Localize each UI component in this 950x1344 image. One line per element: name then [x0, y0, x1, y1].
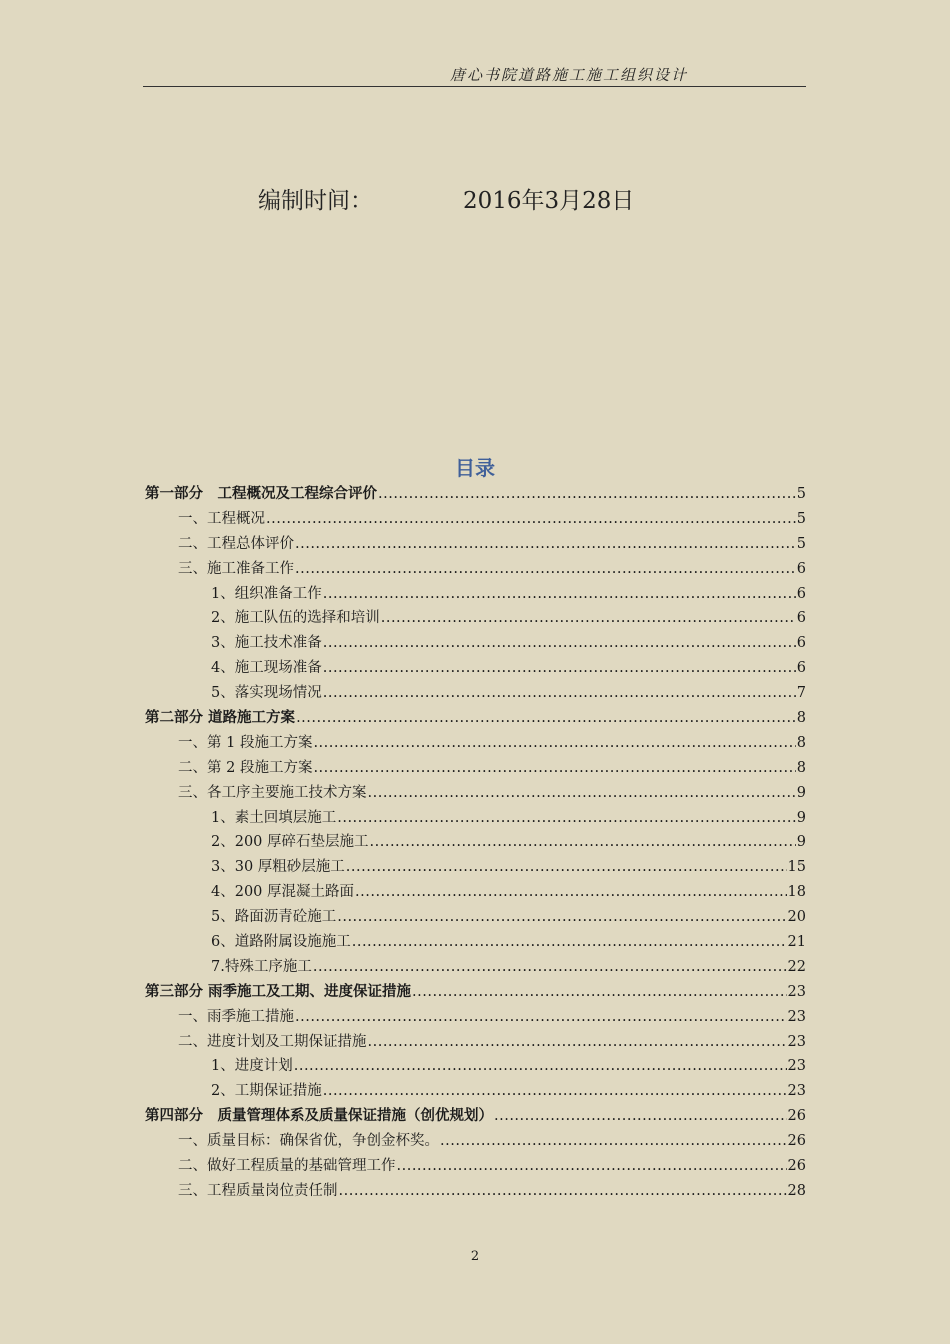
toc-entry-page: 5: [796, 486, 806, 502]
toc-entry[interactable]: [145, 980, 806, 1005]
toc-leader-dots: [494, 1104, 787, 1129]
toc-entry[interactable]: [145, 532, 806, 557]
toc-entry-page: 6: [796, 585, 806, 602]
toc-leader-dots: [337, 806, 796, 831]
toc-entry-text: 二、进度计划及工期保证措施: [178, 1033, 367, 1050]
toc-leader-dots: [323, 631, 796, 656]
toc-leader-dots: [313, 756, 795, 781]
toc-leader-dots: [368, 781, 796, 806]
toc-entry[interactable]: [145, 1129, 806, 1154]
toc-entry-text: 第一部分 工程概况及工程综合评价: [145, 485, 377, 502]
toc-entry-page: 22: [787, 958, 806, 975]
toc-entry-page: 26: [787, 1158, 806, 1175]
toc-leader-dots: [355, 880, 787, 905]
toc-entry[interactable]: [145, 855, 806, 880]
toc-entry[interactable]: [145, 1054, 806, 1079]
toc-entry-page: 9: [796, 809, 806, 826]
toc-entry-page: 5: [796, 535, 806, 552]
toc-entry-text: 2、施工队伍的选择和培训: [211, 610, 380, 627]
toc-entry-text: 第三部分 雨季施工及工期、进度保证措施: [145, 982, 412, 1000]
toc-entry-text: 二、做好工程质量的基础管理工作: [178, 1158, 396, 1175]
toc-entry-text: 二、工程总体评价: [178, 535, 294, 552]
toc-entry[interactable]: [145, 731, 806, 756]
toc-entry-text: 2、工期保证措施: [211, 1083, 322, 1100]
toc-entry[interactable]: [145, 905, 806, 930]
toc-leader-dots: [352, 930, 787, 955]
toc-entry-text: 第二部分 道路施工方案: [145, 709, 296, 727]
toc-entry-text: 一、工程概况: [178, 510, 265, 527]
toc-entry-page: 26: [787, 1108, 806, 1125]
toc-entry-page: 18: [787, 884, 806, 901]
toc-leader-dots: [323, 1079, 787, 1104]
toc-entry[interactable]: [145, 706, 806, 731]
toc-entry-page: 7: [796, 685, 806, 702]
toc-entry-page: 5: [796, 510, 806, 527]
toc-entry[interactable]: [145, 1104, 806, 1129]
toc-entry[interactable]: [145, 1005, 806, 1030]
toc-entry[interactable]: [145, 1079, 806, 1104]
toc-leader-dots: [313, 731, 795, 756]
toc-leader-dots: [294, 1054, 787, 1079]
toc-entry-text: 一、质量目标：确保省优，争创金杯奖。: [178, 1133, 439, 1150]
toc-entry-page: 23: [787, 1083, 806, 1100]
toc-entry[interactable]: [145, 681, 806, 706]
toc-entry-text: 6、道路附属设施施工: [211, 934, 351, 951]
toc-entry-text: 7.特殊工序施工: [211, 958, 312, 975]
toc-leader-dots: [378, 482, 796, 507]
page-number: 2: [470, 1249, 480, 1264]
toc-entry[interactable]: [145, 830, 806, 855]
toc-leader-dots: [323, 681, 796, 706]
toc-entry-text: 三、施工准备工作: [178, 560, 294, 577]
toc-entry[interactable]: [145, 1179, 806, 1204]
toc-entry[interactable]: [145, 557, 806, 582]
compile-date-value: 2016年3月28日: [463, 188, 635, 214]
table-of-contents: [145, 482, 806, 1204]
toc-entry-page: 23: [787, 1058, 806, 1075]
toc-leader-dots: [296, 706, 796, 731]
toc-entry-text: 3、施工技术准备: [211, 635, 322, 652]
toc-leader-dots: [339, 1179, 787, 1204]
toc-entry-text: 一、雨季施工措施: [178, 1008, 294, 1025]
toc-title: 目录: [455, 456, 495, 480]
toc-leader-dots: [323, 582, 796, 607]
toc-entry-text: 1、组织准备工作: [211, 585, 322, 602]
toc-entry-text: 1、素土回填层施工: [211, 809, 337, 826]
toc-entry-text: 1、进度计划: [211, 1058, 293, 1075]
toc-entry-text: 4、200 厚混凝土路面: [211, 884, 355, 901]
toc-entry-page: 9: [796, 834, 806, 851]
header-rule: [143, 86, 806, 87]
toc-entry-page: 6: [796, 635, 806, 652]
toc-entry[interactable]: [145, 756, 806, 781]
toc-entry[interactable]: [145, 631, 806, 656]
toc-entry-text: 5、落实现场情况: [211, 685, 322, 702]
toc-leader-dots: [397, 1154, 787, 1179]
toc-entry-page: 6: [796, 560, 806, 577]
toc-entry-text: 5、路面沥青砼施工: [211, 909, 337, 926]
toc-leader-dots: [323, 656, 796, 681]
toc-leader-dots: [412, 980, 787, 1005]
toc-entry-page: 8: [796, 710, 806, 727]
toc-leader-dots: [266, 507, 796, 532]
toc-entry-page: 8: [796, 734, 806, 751]
toc-entry-text: 3、30 厚粗砂层施工: [211, 859, 345, 876]
toc-entry-page: 15: [787, 859, 806, 876]
toc-entry-page: 26: [787, 1133, 806, 1150]
toc-leader-dots: [313, 955, 787, 980]
toc-entry-page: 23: [787, 983, 806, 1000]
toc-leader-dots: [337, 905, 786, 930]
toc-entry[interactable]: [145, 482, 806, 507]
toc-entry-page: 21: [787, 934, 806, 951]
toc-leader-dots: [295, 557, 796, 582]
toc-leader-dots: [368, 1030, 787, 1055]
toc-entry-text: 4、施工现场准备: [211, 660, 322, 677]
toc-leader-dots: [381, 606, 796, 631]
running-header-title: 唐心书院道路施工施工组织设计: [450, 66, 689, 84]
toc-entry-page: 20: [787, 909, 806, 926]
toc-leader-dots: [346, 855, 787, 880]
toc-leader-dots: [440, 1129, 787, 1154]
toc-entry-text: 三、各工序主要施工技术方案: [178, 784, 367, 801]
toc-entry[interactable]: [145, 606, 806, 631]
toc-entry-page: 8: [796, 759, 806, 776]
toc-entry[interactable]: [145, 656, 806, 681]
toc-entry[interactable]: [145, 806, 806, 831]
toc-leader-dots: [295, 532, 796, 557]
toc-entry[interactable]: [145, 507, 806, 532]
toc-leader-dots: [295, 1005, 787, 1030]
toc-entry[interactable]: [145, 781, 806, 806]
toc-entry[interactable]: [145, 880, 806, 905]
toc-entry-page: 9: [796, 784, 806, 801]
compile-date-label: 编制时间：: [258, 188, 373, 214]
toc-entry-text: 第四部分 质量管理体系及质量保证措施（创优规划）: [145, 1107, 493, 1125]
toc-entry[interactable]: [145, 1030, 806, 1055]
toc-leader-dots: [370, 830, 796, 855]
toc-entry-text: 三、工程质量岗位责任制: [178, 1182, 338, 1199]
toc-entry-page: 23: [787, 1008, 806, 1025]
toc-entry-text: 2、200 厚碎石垫层施工: [211, 834, 369, 851]
toc-entry-text: 一、第 1 段施工方案: [178, 734, 313, 751]
toc-entry[interactable]: [145, 955, 806, 980]
toc-entry-page: 28: [787, 1182, 806, 1199]
toc-entry[interactable]: [145, 582, 806, 607]
toc-entry-page: 6: [796, 610, 806, 627]
toc-entry-text: 二、第 2 段施工方案: [178, 759, 313, 776]
toc-entry-page: 23: [787, 1033, 806, 1050]
toc-entry[interactable]: [145, 930, 806, 955]
toc-entry[interactable]: [145, 1154, 806, 1179]
toc-entry-page: 6: [796, 660, 806, 677]
